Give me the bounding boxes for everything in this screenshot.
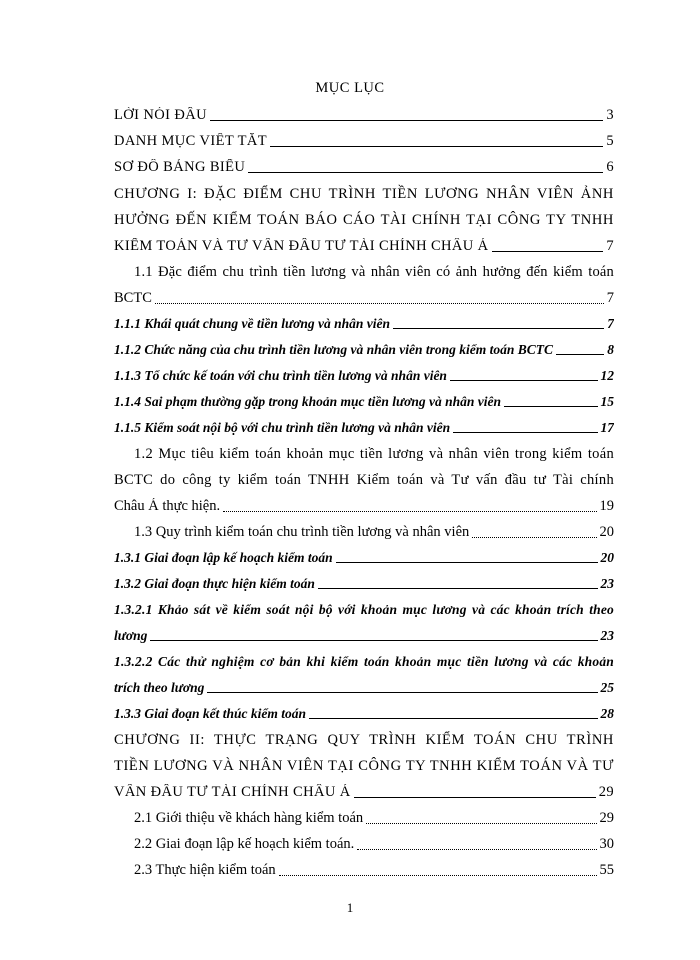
toc-title: MỤC LỤC xyxy=(315,80,385,96)
toc-leader xyxy=(210,119,603,121)
section-1-2-line-2[interactable]: BCTC do công ty kiểm toán TNHH Kiểm toán và Tư vấn đầu tư Tài chính xyxy=(114,472,614,488)
toc-page-number: 19 xyxy=(599,498,614,514)
toc-leader xyxy=(309,717,597,719)
toc-page-number: 12 xyxy=(600,368,614,383)
toc-page-number: 28 xyxy=(600,706,614,721)
chapter-1-line-1[interactable]: CHƯƠNG I: ĐẶC ĐIỂM CHU TRÌNH TIỀN LƯƠNG NHÂN VIÊN ẢNH xyxy=(114,186,614,202)
toc-entry-label: 2.3 Thực hiện kiểm toán xyxy=(134,862,276,878)
toc-entry[interactable] xyxy=(114,550,614,566)
toc-entry[interactable] xyxy=(114,133,614,150)
toc-entry-label: 1.3.2 Giai đoạn thực hiện kiểm toán xyxy=(114,576,315,591)
chapter-2-line-2[interactable]: TIỀN LƯƠNG VÀ NHÂN VIÊN TẠI CÔNG TY TNHH KIỂM TOÁN VÀ TƯ xyxy=(114,758,614,774)
toc-entry[interactable] xyxy=(114,784,614,801)
section-1-3-2-2-line-1[interactable]: 1.3.2.2 Các thử nghiệm cơ bản khi kiểm toán khoản mục tiền lương và các khoản xyxy=(114,654,614,669)
chapter-2-line-1[interactable]: CHƯƠNG II: THỰC TRẠNG QUY TRÌNH KIỂM TOÁN CHU TRÌNH xyxy=(114,732,614,748)
toc-entry-label: 1.1.4 Sai phạm thường gặp trong khoản mục tiền lương và nhân viên xyxy=(114,394,501,409)
toc-entry[interactable] xyxy=(114,368,614,384)
toc-entry[interactable] xyxy=(114,498,614,515)
toc-leader xyxy=(150,639,597,641)
toc-entry[interactable] xyxy=(114,316,614,332)
toc-entry-label: VẤN ĐẦU TƯ TÀI CHÍNH CHÂU Á xyxy=(114,784,351,800)
toc-entry-label: 1.3.1 Giai đoạn lập kế hoạch kiểm toán xyxy=(114,550,333,565)
toc-entry[interactable] xyxy=(114,290,614,307)
toc-leader xyxy=(450,379,598,381)
toc-page-number: 20 xyxy=(600,550,614,565)
toc-leader xyxy=(354,796,596,798)
toc-page-number: 17 xyxy=(600,420,614,435)
toc-entry[interactable] xyxy=(114,706,614,722)
toc-entry[interactable] xyxy=(134,810,614,827)
toc-page-number: 6 xyxy=(606,159,614,175)
toc-page-number: 7 xyxy=(606,238,614,254)
toc-page-number: 8 xyxy=(607,342,614,357)
toc-entry-label: 1.1.1 Khái quát chung về tiền lương và nhân viên xyxy=(114,316,390,331)
toc-leader xyxy=(155,302,604,304)
toc-entry-label: DANH MỤC VIẾT TẮT xyxy=(114,133,268,149)
toc-entry[interactable] xyxy=(114,238,614,255)
section-1-3-2-1-line-1[interactable]: 1.3.2.1 Khảo sát về kiểm soát nội bộ với khoản mục lương và các khoản trích theo xyxy=(114,602,614,617)
toc-page-number: 29 xyxy=(598,784,614,800)
toc-entry-label: Châu Á thực hiện. xyxy=(114,498,221,514)
toc-entry[interactable] xyxy=(114,159,614,176)
toc-leader xyxy=(472,536,596,538)
toc-entry[interactable] xyxy=(134,862,614,879)
toc-leader xyxy=(318,587,598,589)
toc-entry-label: BCTC xyxy=(114,290,152,306)
toc-entry[interactable] xyxy=(114,680,614,696)
toc-entry-label: 1.3.3 Giai đoạn kết thúc kiểm toán xyxy=(114,706,307,721)
toc-page-number: 15 xyxy=(600,394,614,409)
toc-leader xyxy=(223,510,596,512)
toc-leader xyxy=(366,822,596,824)
chapter-1-line-2[interactable]: HƯỞNG ĐẾN KIỂM TOÁN BÁO CÁO TÀI CHÍNH TẠI CÔNG TY TNHH xyxy=(114,212,614,228)
toc-page-number: 3 xyxy=(606,107,614,123)
toc-page-number: 7 xyxy=(606,290,614,306)
section-1-2-line-1[interactable]: 1.2 Mục tiêu kiểm toán khoản mục tiền lương và nhân viên trong kiểm toán xyxy=(134,446,614,462)
toc-entry[interactable] xyxy=(114,107,614,124)
toc-page-number: 25 xyxy=(600,680,614,695)
toc-entry-label: lương xyxy=(114,628,148,643)
toc-entry[interactable] xyxy=(114,420,614,436)
toc-leader xyxy=(504,405,598,407)
toc-entry-label: 1.3 Quy trình kiểm toán chu trình tiền lương và nhân viên xyxy=(134,524,470,540)
toc-entry-label: 2.2 Giai đoạn lập kế hoạch kiểm toán. xyxy=(134,836,355,852)
toc-page-number: 23 xyxy=(600,576,614,591)
toc-entry-label: KIỂM TOÁN VÀ TƯ VẤN ĐẦU TƯ TÀI CHÍNH CHÂU Á xyxy=(114,238,489,254)
toc-page-number: 29 xyxy=(599,810,614,826)
toc-leader xyxy=(248,171,603,173)
toc-leader xyxy=(270,145,603,147)
toc-page-number: 23 xyxy=(600,628,614,643)
toc-entry-label: SƠ ĐỒ BẢNG BIỂU xyxy=(114,159,246,175)
toc-entry[interactable] xyxy=(114,394,614,410)
toc-entry[interactable] xyxy=(114,342,614,358)
toc-entry-label: 1.1.3 Tổ chức kế toán với chu trình tiền lương và nhân viên xyxy=(114,368,447,383)
toc-entry-label: 1.1.2 Chức năng của chu trình tiền lương và nhân viên trong kiểm toán BCTC xyxy=(114,342,554,357)
toc-page-number: 20 xyxy=(599,524,614,540)
toc-page-number: 7 xyxy=(607,316,614,331)
toc-entry[interactable] xyxy=(134,524,614,541)
toc-entry[interactable] xyxy=(114,628,614,644)
toc-entry-label: 1.1.5 Kiểm soát nội bộ với chu trình tiền lương và nhân viên xyxy=(114,420,451,435)
toc-entry-label: 2.1 Giới thiệu về khách hàng kiểm toán xyxy=(134,810,364,826)
toc-entry[interactable] xyxy=(134,836,614,853)
toc-leader xyxy=(453,431,597,433)
toc-leader xyxy=(207,691,597,693)
toc-leader xyxy=(279,874,597,876)
toc-page-number: 5 xyxy=(606,133,614,149)
page-number-footer: 1 xyxy=(346,900,354,915)
toc-entry-label: trích theo lương xyxy=(114,680,205,695)
toc-leader xyxy=(492,250,604,252)
toc-leader xyxy=(393,327,604,329)
toc-leader xyxy=(556,353,604,355)
toc-leader xyxy=(336,561,598,563)
section-1-1-line-1[interactable]: 1.1 Đặc điểm chu trình tiền lương và nhân viên có ảnh hưởng đến kiểm toán xyxy=(134,264,614,280)
toc-leader xyxy=(357,848,596,850)
toc-page-number: 55 xyxy=(599,862,614,878)
toc-entry[interactable] xyxy=(114,576,614,592)
toc-page-number: 30 xyxy=(599,836,614,852)
toc-entry-label: LỜI NÓI ĐẦU xyxy=(114,107,207,123)
